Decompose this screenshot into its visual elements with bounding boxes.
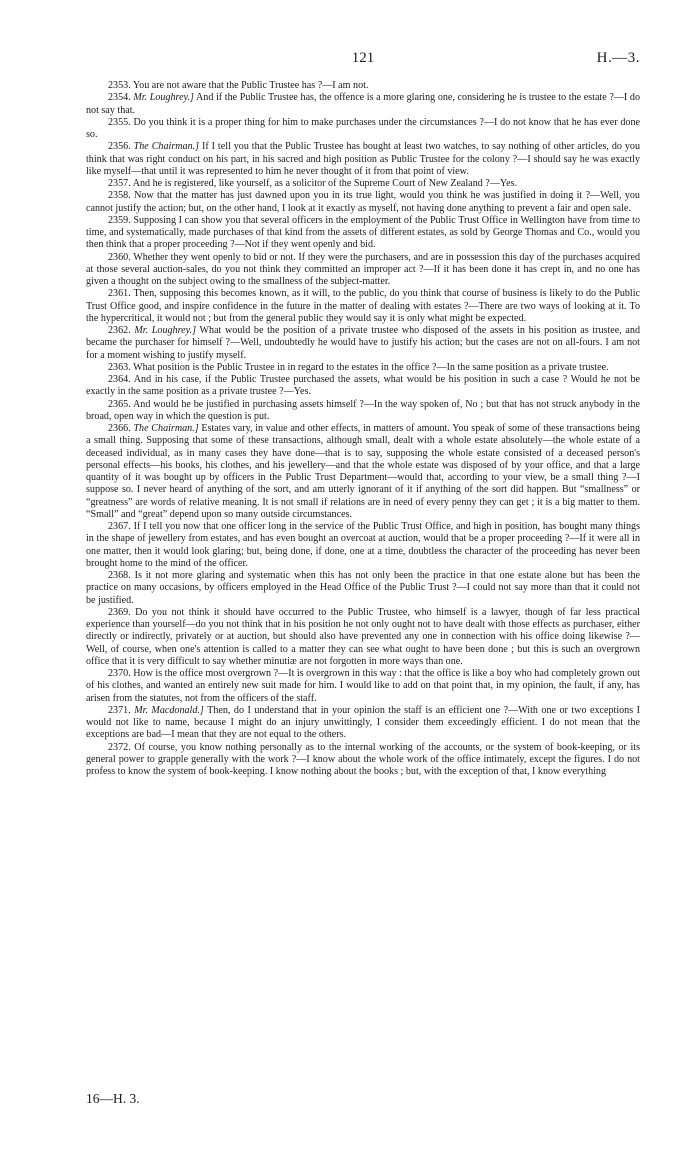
paragraph-text: Supposing I can show you that several officers in the employment of the Public Trust Office in Wellington have from time to time, and systematically, made purchases of that kind from the assets of different estates, as sold by George Thomas and Co., would you then think that a proper proceeding ?—Not if they went openly and bid. <box>86 214 641 251</box>
question-number: 2356. <box>108 141 131 153</box>
paragraph-text: And would he be justified in purchasing assets himself ?—In the way spoken of, No ; but that has not struck anybody in the broad, open way in which the question is put. <box>86 398 640 422</box>
paragraph-text: Do you not think it should have occurred to the Public Trustee, who himself is a lawyer, though of far less practical experience than yourself—do you not think that in his position he not only ought not to have dealt with those effects as purchaser, either directly or indirectly, privately or at auction, but should also have prevented any one in connection with his office doing likewise ?—Well, of course, when one's attention is called to a matter they can see what ought to have been done ; but this is such an overgrown office that it is very difficult to say whether minutiæ are not forgotten in more ways than one. <box>86 606 640 667</box>
question-paragraph <box>86 668 640 705</box>
question-number: 2370. <box>108 668 131 679</box>
page-header <box>86 50 640 74</box>
paragraph-text: If I tell you that the Public Trustee has bought at least two watches, to say nothing of other articles, do you think that was right conduct on his part, in his sacred and high position as Public Trustee for the colony ?—I should say he was exactly like myself—that until it was represented to him he never thought of it from that point of view. <box>86 141 640 177</box>
paragraph-text: And if the Public Trustee has, the offence is a more glaring one, considering he is trustee to the estate ?—I do not say that. <box>86 92 640 116</box>
paragraph-text: Then, do I understand that in your opinion the staff is an efficient one ?—With one or two exceptions I would not like to name, because I might do an injury unwittingly, I consider them exceedingly efficient. I do not mean that the exceptions are bad—I mean that they are not equal to the others. <box>86 704 640 741</box>
speaker-label: Mr. Loughrey.] <box>134 325 197 336</box>
question-paragraph <box>86 288 640 325</box>
question-number: 2372. <box>108 741 131 753</box>
paragraph-text: Estates vary, in value and other effects, in matters of amount. You speak of some of these transactions being a small thing. Supposing that some of these transactions, although small, dealt with a whole estate absolutely—the whole estate of a deceased individual, as in many cases they have done—that is to say, supposing the whole estate consisted of a deceased person's personal effects—his books, his clothes, and his jewellery—and that the whole estate was disposed of by your office, and that a large quantity of it was bought up by officers in the Public Trust Department—would that, according to your view, be a small thing ?—I suppose so. I never heard of anything of the sort, and am utterly ignorant of it if anything of the sort did happen. But “smallness” or “greatness” are words of relative meaning. It is not small if relations are in need of every penny they can get ; it is a big matter to them. “Small” and “great” depend upon so many outside circumstances. <box>86 423 641 520</box>
question-paragraph <box>86 117 640 142</box>
question-paragraph <box>86 178 640 190</box>
question-paragraph <box>86 570 640 607</box>
question-number: 2358. <box>108 190 131 202</box>
paragraph-text: Whether they went openly to bid or not. If they were the purchasers, and are in possession this day of the purchases acquired at those several auction-sales, do you not think they committed an improper act ?—If it has been done it has crept in, and no one has given a thought on the subject owing to the smallness of the subject-matter. <box>86 251 640 287</box>
question-paragraph <box>86 607 640 668</box>
paragraph-text: You are not aware that the Public Trustee has ?—I am not. <box>132 80 369 91</box>
page-number: 121 <box>351 50 375 66</box>
paragraph-text: And he is registered, like yourself, as a solicitor of the Supreme Court of New Zealand ?—Yes. <box>132 178 518 189</box>
question-number: 2361. <box>108 288 131 300</box>
question-paragraph <box>86 423 640 521</box>
question-paragraph <box>86 399 640 424</box>
question-number: 2360. <box>108 251 131 263</box>
question-number: 2357. <box>108 178 131 189</box>
question-paragraph <box>86 705 640 742</box>
question-number: 2365. <box>108 398 131 410</box>
question-number: 2363. <box>108 361 131 373</box>
question-paragraph <box>86 141 640 178</box>
paragraph-text: And in his case, if the Public Trustee purchased the assets, what would be his position in such a case ? Would he not be exactly in the same position as a private trustee ?—Yes. <box>86 374 641 398</box>
question-number: 2354. <box>108 92 131 104</box>
question-number: 2359. <box>108 214 131 226</box>
speaker-label: The Chairman.] <box>133 141 200 153</box>
question-number: 2371. <box>108 704 131 716</box>
question-paragraph <box>86 92 640 117</box>
question-number: 2353. <box>108 80 131 91</box>
printer-signature: 16—H. 3. <box>86 1091 140 1106</box>
paragraph-text: Then, supposing this becomes known, as it will, to the public, do you think that course of business is likely to do the Public Trust Office good, and inspire confidence in the future in the matter of dealing with estates ?—There are two ways of looking at it. To the hypercritical, it would not ; but from the general public they would say it is only what might be expected. <box>86 288 640 324</box>
question-number: 2369. <box>108 606 131 618</box>
question-number: 2368. <box>108 570 131 581</box>
question-number: 2367. <box>108 521 131 532</box>
question-paragraph <box>86 252 640 289</box>
paragraph-text: Of course, you know nothing personally as to the internal working of the accounts, or the system of book-keeping, or its general power to grapple generally with the work ?—I know about the whole work of the office intimately, except the figures. I do not profess to know the system of book-keeping. I know nothing about the books ; but, with the exception of that, I know everything <box>86 741 640 777</box>
speaker-label: Mr. Loughrey.] <box>133 92 194 104</box>
document-reference: H.—3. <box>596 50 640 66</box>
question-number: 2364. <box>108 374 131 385</box>
speaker-label: Mr. Macdonald.] <box>134 704 204 716</box>
paragraph-text: What would be the position of a private trustee who disposed of the assets in his position as trustee, and became the purchaser for himself ?—Well, undoubtedly he would have to justify his action; but the cases are not on all-fours. I am not for a moment wishing to justify myself. <box>86 325 640 361</box>
question-paragraph <box>86 80 640 92</box>
question-paragraph <box>86 215 640 252</box>
question-paragraph <box>86 374 640 399</box>
question-number: 2362. <box>108 325 131 336</box>
question-paragraph <box>86 190 640 215</box>
paragraph-text: If I tell you now that one officer long in the service of the Public Trust Office, and high in position, has bought many things in the shape of jewellery from estates, and has even bought an overcoat at auction, would that be a proper proceeding ?—If it were all in one matter, then it would look glaring; but, being done, if done, one at a time, doubtless the character of the proceeding has never been brought home to the mind of the officer. <box>86 521 640 569</box>
question-number: 2366. <box>108 423 131 434</box>
question-paragraph <box>86 521 640 570</box>
question-paragraph <box>86 362 640 374</box>
question-number: 2355. <box>108 116 131 128</box>
paragraph-text: Now that the matter has just dawned upon you in its true light, would you think he was justified in doing it ?—Well, you cannot justify the action; but, on the other hand, I look at it exactly as myself, not having done anything to prevent a fair and open sale. <box>86 190 640 214</box>
question-paragraph <box>86 742 640 779</box>
speaker-label: The Chairman.] <box>133 423 199 434</box>
paragraph-text: What position is the Public Trustee in in regard to the estates in the office ?—In the same position as a private trustee. <box>133 361 609 373</box>
document-body <box>86 80 640 778</box>
paragraph-text: How is the office most overgrown ?—It is overgrown in this way : that the office is like a boy who had completely grown out of his clothes, and wanted an entirely new suit made for him. I would like to add on that point that, in my opinion, the fault, if any, has arisen from the statutes, not from the officers of the staff. <box>86 668 640 704</box>
paragraph-text: Do you think it is a proper thing for him to make purchases under the circumstances ?—I do not know that he has ever done so. <box>86 116 640 140</box>
question-paragraph <box>86 325 640 362</box>
paragraph-text: Is it not more glaring and systematic when this has not only been the practice in that one estate alone but has been the practice on many occasions, by officers employed in the Head Office of the Public Trust ?—I could not say more than that it could not be justified. <box>86 570 640 606</box>
